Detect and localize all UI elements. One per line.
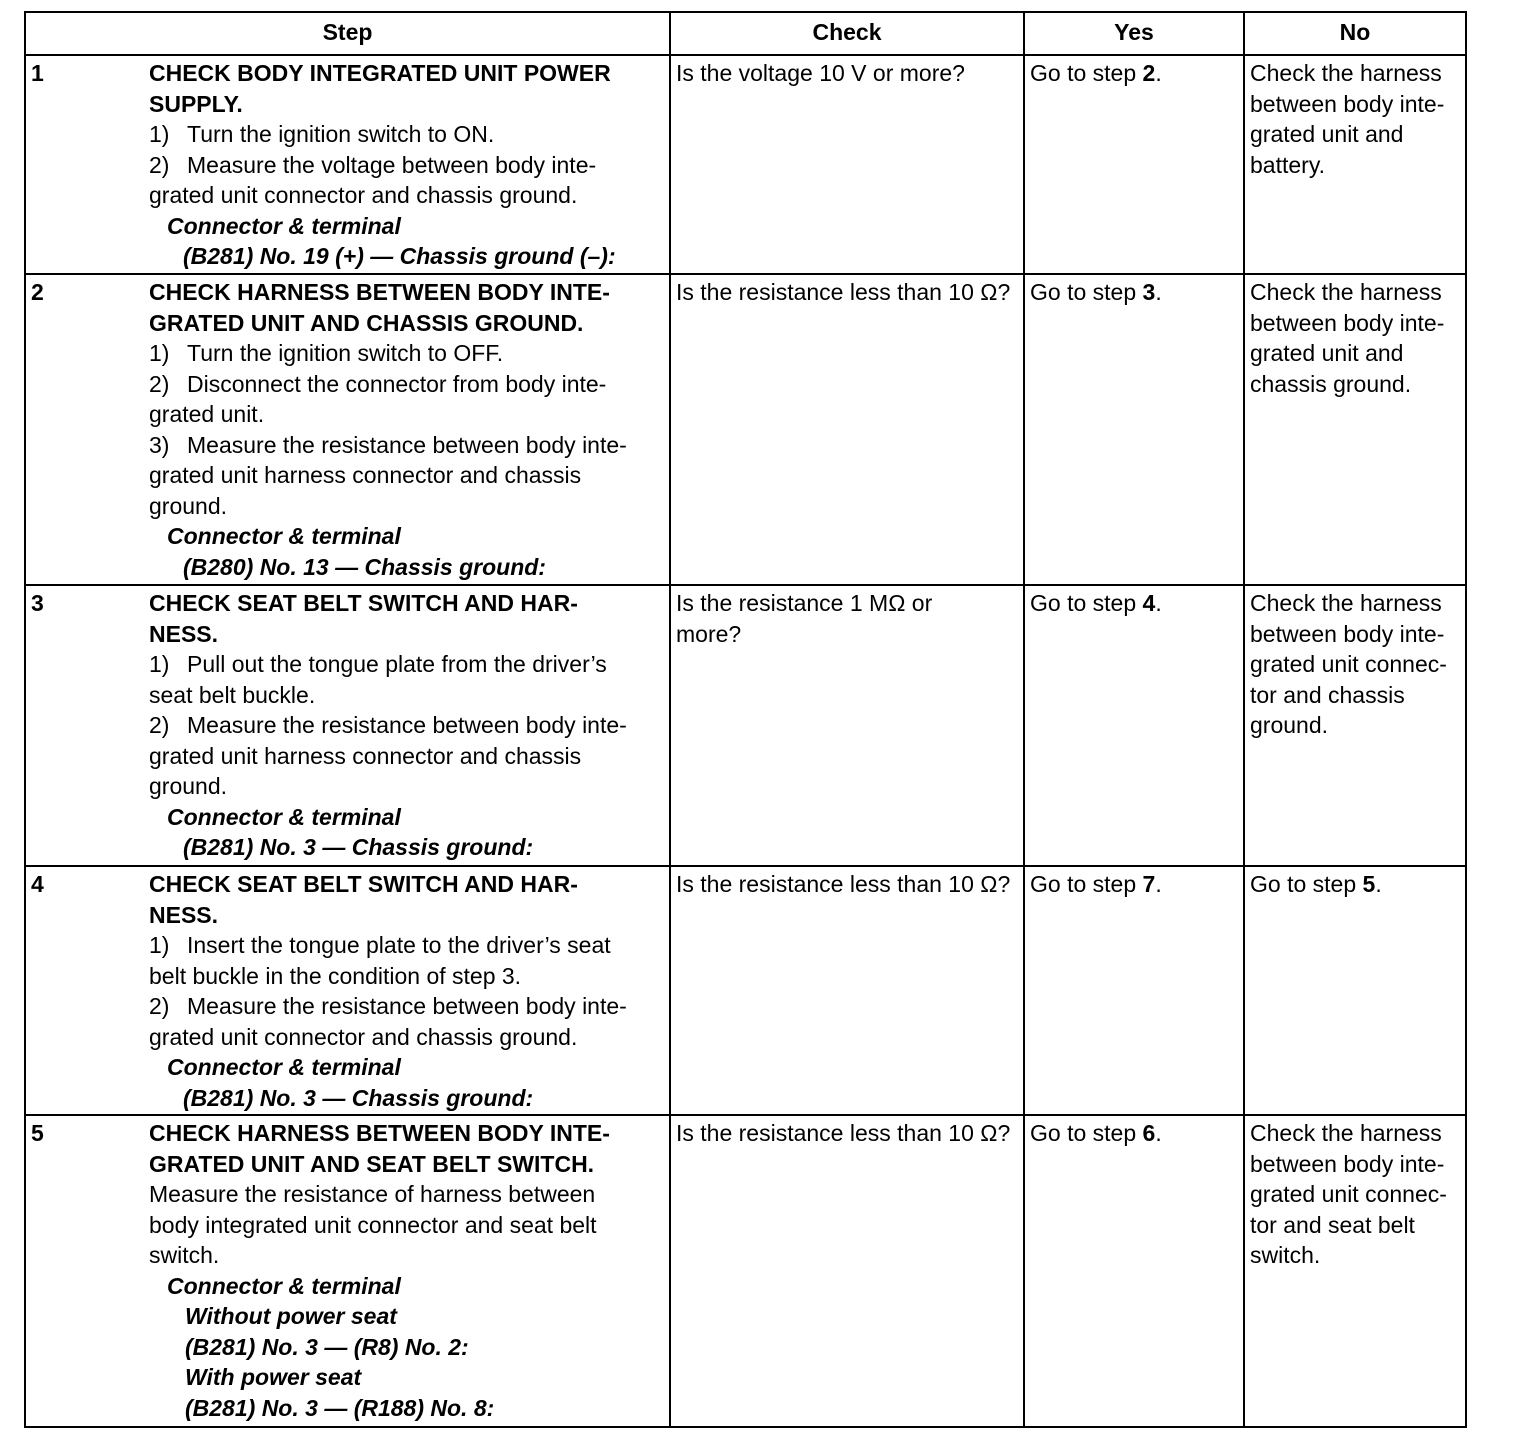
instruction-number: 1)	[149, 340, 170, 366]
check-text: Is the resistance less than 10 Ω?	[676, 871, 1011, 897]
instruction-text: Measure the resistance between body inte-	[187, 993, 627, 1019]
step-number: 3	[31, 590, 44, 616]
instruction-number: 2)	[149, 151, 170, 178]
header-yes: Yes	[1024, 12, 1244, 55]
step-title: CHECK SEAT BELT SWITCH AND HAR-	[149, 871, 578, 897]
step-title: CHECK HARNESS BETWEEN BODY INTE-	[149, 279, 610, 305]
yes-text: Go to step 6.	[1030, 1120, 1162, 1146]
instruction-text: grated unit harness connector and chassis	[149, 462, 582, 488]
instruction-line	[149, 399, 661, 430]
instruction-line	[149, 369, 661, 400]
instruction-line	[149, 119, 661, 150]
instruction-text: grated unit connector and chassis ground.	[149, 1023, 578, 1050]
no-text: tor and seat belt	[1250, 1211, 1415, 1238]
go-to-label: Go to step	[1030, 590, 1137, 616]
instruction-line	[149, 1022, 661, 1053]
table-row	[25, 866, 1466, 1115]
instruction-line	[149, 338, 661, 369]
go-to-label: Go to step	[1030, 279, 1137, 305]
table-row	[25, 585, 1466, 866]
no-text: Go to step 5.	[1250, 871, 1382, 897]
yes-text: Go to step 4.	[1030, 590, 1162, 616]
no-cell	[1244, 585, 1466, 866]
instruction-number: 3)	[149, 431, 170, 458]
instruction-text: seat belt buckle.	[149, 681, 316, 708]
instruction-text: Turn the ignition switch to OFF.	[187, 340, 504, 366]
header-step: Step	[25, 12, 670, 55]
step-body	[149, 277, 665, 582]
no-text: Check the harness	[1250, 60, 1442, 86]
step-body	[149, 58, 665, 272]
step-number: 4	[31, 871, 44, 897]
step-number: 5	[31, 1120, 44, 1146]
instruction-text: Measure the resistance between body inte-	[187, 431, 627, 458]
instruction-text: grated unit harness connector and chassis	[149, 742, 582, 769]
connector-label: Connector & terminal	[167, 523, 401, 549]
yes-text: Go to step 3.	[1030, 279, 1162, 305]
go-to-label: Go to step	[1250, 871, 1357, 897]
step-title: CHECK SEAT BELT SWITCH AND HAR-	[149, 590, 578, 616]
no-text: Check the harness	[1250, 590, 1442, 616]
step-title: CHECK HARNESS BETWEEN BODY INTE-	[149, 1120, 610, 1146]
step-title: NESS.	[149, 901, 219, 928]
no-cell	[1244, 1115, 1466, 1427]
connector-value: (B281) No. 19 (+) — Chassis ground (–):	[183, 243, 616, 269]
instruction-line	[149, 961, 661, 992]
table-row	[25, 274, 1466, 585]
step-cell	[25, 274, 670, 585]
no-cell	[1244, 866, 1466, 1115]
go-to-label: Go to step	[1030, 1120, 1137, 1146]
step-cell	[25, 866, 670, 1115]
instruction-number: 1)	[149, 121, 170, 147]
instruction-line	[149, 460, 661, 491]
step-title: CHECK BODY INTEGRATED UNIT POWER	[149, 60, 611, 86]
check-cell	[670, 585, 1024, 866]
yes-cell	[1024, 274, 1244, 585]
no-cell	[1244, 274, 1466, 585]
instruction-number: 1)	[149, 651, 170, 677]
step-wrap	[31, 869, 665, 1113]
check-text: Is the voltage 10 V or more?	[676, 60, 965, 86]
check-text: Is the resistance less than 10 Ω?	[676, 1120, 1011, 1146]
step-wrap	[31, 58, 665, 272]
check-cell	[670, 1115, 1024, 1427]
step-cell	[25, 55, 670, 274]
instruction-number: 1)	[149, 932, 170, 958]
no-text: ground.	[1250, 712, 1329, 738]
instruction-number: 2)	[149, 712, 170, 738]
connector-label: Connector & terminal	[167, 212, 401, 239]
no-cell	[1244, 55, 1466, 274]
instruction-line	[149, 991, 661, 1022]
header-no: No	[1244, 12, 1466, 55]
connector-value: With power seat	[185, 1364, 362, 1390]
instruction-line	[149, 180, 661, 211]
no-text: between body inte-	[1250, 620, 1445, 647]
step-cell	[25, 1115, 670, 1427]
instruction-text: Disconnect the connector from body inte-	[187, 370, 607, 397]
check-cell	[670, 866, 1024, 1115]
instruction-text: grated unit.	[149, 401, 265, 427]
yes-step-ref: 3	[1142, 279, 1156, 305]
no-step-ref: 5	[1362, 871, 1376, 897]
step-body	[149, 1118, 665, 1423]
instruction-text: ground.	[149, 773, 228, 799]
step-wrap	[31, 588, 665, 863]
yes-cell	[1024, 55, 1244, 274]
check-cell	[670, 55, 1024, 274]
instruction-text: Measure the resistance between body inte-	[187, 712, 627, 738]
table-body	[25, 55, 1466, 1427]
no-text: chassis ground.	[1250, 370, 1412, 397]
check-text: more?	[676, 620, 742, 647]
instruction-text: ground.	[149, 492, 228, 519]
yes-cell	[1024, 1115, 1244, 1427]
yes-step-ref: 6	[1142, 1120, 1156, 1146]
instruction-text: Insert the tongue plate to the driver’s seat	[187, 932, 611, 958]
go-to-label: Go to step	[1030, 871, 1137, 897]
instruction-line	[149, 430, 661, 461]
go-to-label: Go to step	[1030, 60, 1137, 86]
instruction-line	[149, 771, 661, 802]
yes-step-ref: 7	[1142, 871, 1156, 897]
instruction-line	[149, 150, 661, 181]
yes-text: Go to step 2.	[1030, 60, 1162, 86]
instruction-text: Turn the ignition switch to ON.	[187, 121, 495, 147]
step-body	[149, 588, 665, 863]
instruction-number: 2)	[149, 993, 170, 1019]
connector-value: (B280) No. 13 — Chassis ground:	[183, 553, 546, 580]
no-text: tor and chassis	[1250, 681, 1405, 708]
no-text: between body inte-	[1250, 90, 1445, 117]
instruction-line	[149, 741, 661, 772]
connector-label: Connector & terminal	[167, 1272, 401, 1299]
diagnostic-table	[24, 11, 1467, 1428]
no-text: switch.	[1250, 1242, 1321, 1268]
no-text: between body inte-	[1250, 309, 1445, 336]
table-row	[25, 55, 1466, 274]
instruction-text: Measure the voltage between body inte-	[187, 151, 597, 178]
no-text: grated unit and	[1250, 340, 1404, 366]
instruction-line	[149, 930, 661, 961]
connector-value: (B281) No. 3 — (R188) No. 8:	[185, 1394, 495, 1421]
step-title: SUPPLY.	[149, 90, 243, 117]
step-wrap	[31, 277, 665, 582]
step-number: 1	[31, 60, 44, 86]
step-title: NESS.	[149, 620, 219, 647]
check-text: Is the resistance less than 10 Ω?	[676, 279, 1011, 305]
instruction-line: Measure the resistance of harness between	[149, 1181, 596, 1207]
no-text: battery.	[1250, 151, 1325, 178]
yes-text: Go to step 7.	[1030, 871, 1162, 897]
no-text: Check the harness	[1250, 1120, 1442, 1146]
connector-label: Connector & terminal	[167, 803, 401, 830]
instruction-text: Pull out the tongue plate from the driver’s	[187, 651, 607, 677]
instruction-line	[149, 710, 661, 741]
instruction-line	[149, 649, 661, 680]
no-text: Check the harness	[1250, 279, 1442, 305]
connector-value: (B281) No. 3 — (R8) No. 2:	[185, 1333, 469, 1360]
check-cell	[670, 274, 1024, 585]
instruction-line	[149, 680, 661, 711]
step-wrap	[31, 1118, 665, 1423]
instruction-text: belt buckle in the condition of step 3.	[149, 962, 522, 989]
table-row	[25, 1115, 1466, 1427]
instruction-number: 2)	[149, 370, 170, 397]
connector-value: Without power seat	[185, 1303, 397, 1329]
instruction-text: grated unit connector and chassis ground.	[149, 182, 578, 208]
connector-label: Connector & terminal	[167, 1054, 401, 1080]
yes-cell	[1024, 866, 1244, 1115]
connector-value: (B281) No. 3 — Chassis ground:	[183, 1084, 534, 1111]
step-title: GRATED UNIT AND CHASSIS GROUND.	[149, 309, 584, 336]
yes-cell	[1024, 585, 1244, 866]
step-number: 2	[31, 279, 44, 305]
step-title: GRATED UNIT AND SEAT BELT SWITCH.	[149, 1150, 595, 1177]
step-body	[149, 869, 665, 1113]
check-text: Is the resistance 1 MΩ or	[676, 590, 933, 616]
yes-step-ref: 4	[1142, 590, 1156, 616]
header-check: Check	[670, 12, 1024, 55]
no-text: grated unit and	[1250, 121, 1404, 147]
no-text: grated unit connec-	[1250, 1181, 1447, 1207]
header-row	[25, 12, 1466, 55]
no-text: grated unit connec-	[1250, 651, 1447, 677]
instruction-line: switch.	[149, 1242, 220, 1268]
no-text: between body inte-	[1250, 1150, 1445, 1177]
instruction-line	[149, 491, 661, 522]
connector-value: (B281) No. 3 — Chassis ground:	[183, 834, 534, 860]
step-cell	[25, 585, 670, 866]
yes-step-ref: 2	[1142, 60, 1156, 86]
instruction-line: body integrated unit connector and seat belt	[149, 1211, 597, 1238]
